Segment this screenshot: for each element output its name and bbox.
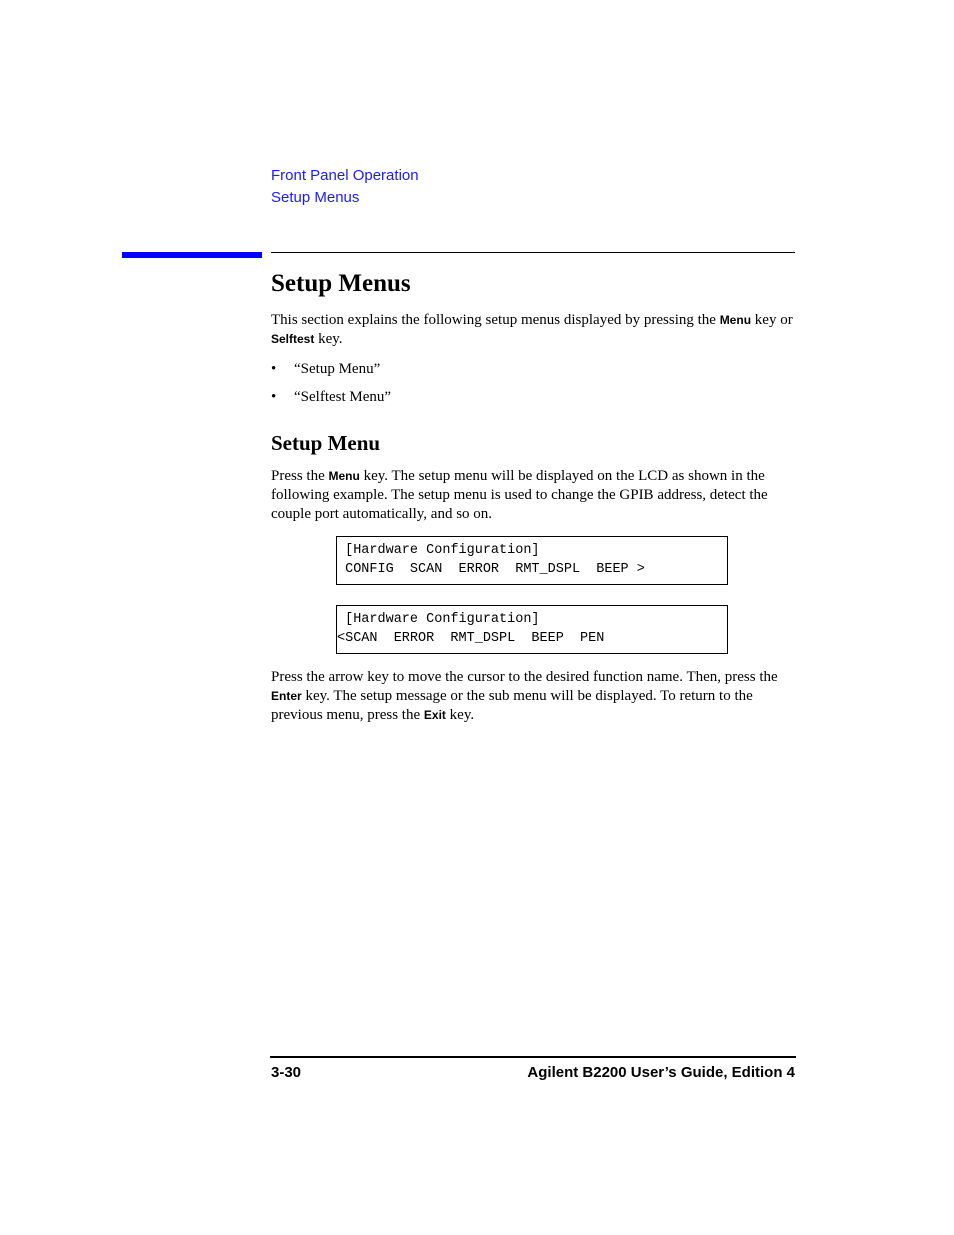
intro-paragraph <box>271 311 801 349</box>
para3-text-1: Press the arrow key to move the cursor to the desired function name. Then, press the <box>271 669 778 685</box>
breadcrumb-link-front-panel-operation[interactable]: Front Panel Operation <box>271 167 419 184</box>
subsection-title: Setup Menu <box>271 431 381 455</box>
section-title: Setup Menus <box>271 270 411 297</box>
menu-key-label: Menu <box>719 313 752 327</box>
lcd-line-1: [Hardware Configuration] <box>337 612 540 627</box>
para3-text-2: key. The setup message or the sub menu will be displayed. To return to the previous menu, press the <box>271 688 753 723</box>
page-number: 3-30 <box>271 1064 302 1081</box>
lcd-line-1: [Hardware Configuration] <box>337 543 540 558</box>
list-item <box>271 388 391 416</box>
bullet-icon: • <box>271 361 277 377</box>
list-item-text: “Setup Menu” <box>294 361 381 377</box>
para2-text-1: Press the <box>271 468 329 484</box>
list-item <box>271 360 391 388</box>
breadcrumb-link-setup-menus[interactable]: Setup Menus <box>271 189 360 206</box>
lcd-line-2: <SCAN ERROR RMT_DSPL BEEP PEN <box>337 630 605 646</box>
lcd-display-example-2 <box>336 605 728 654</box>
menu-list <box>271 360 391 416</box>
exit-key-label: Exit <box>423 708 446 722</box>
intro-text-2: key or <box>751 312 793 328</box>
para2-text-2: key. The setup menu will be displayed on the LCD as shown in the following example. The setup menu is used to change the GPIB address, detect the couple port automatically, and so on. <box>271 468 768 522</box>
navigation-paragraph <box>271 668 796 725</box>
lcd-line-2: CONFIG SCAN ERROR RMT_DSPL BEEP > <box>337 561 645 577</box>
intro-text-3: key. <box>314 331 343 347</box>
menu-key-label: Menu <box>328 469 360 483</box>
selftest-key-label: Selftest <box>271 332 315 346</box>
setup-menu-paragraph <box>271 467 796 524</box>
bullet-icon: • <box>271 389 277 405</box>
breadcrumb <box>271 165 419 209</box>
document-title: Agilent B2200 User’s Guide, Edition 4 <box>527 1064 795 1081</box>
footer-divider <box>270 1056 796 1058</box>
header-divider <box>271 252 795 253</box>
para3-text-3: key. <box>445 707 475 723</box>
section-marker-bar <box>122 252 262 258</box>
intro-text-1: This section explains the following setup menus displayed by pressing the <box>271 312 720 328</box>
enter-key-label: Enter <box>271 689 302 703</box>
lcd-display-example-1 <box>336 536 728 585</box>
list-item-text: “Selftest Menu” <box>294 389 392 405</box>
